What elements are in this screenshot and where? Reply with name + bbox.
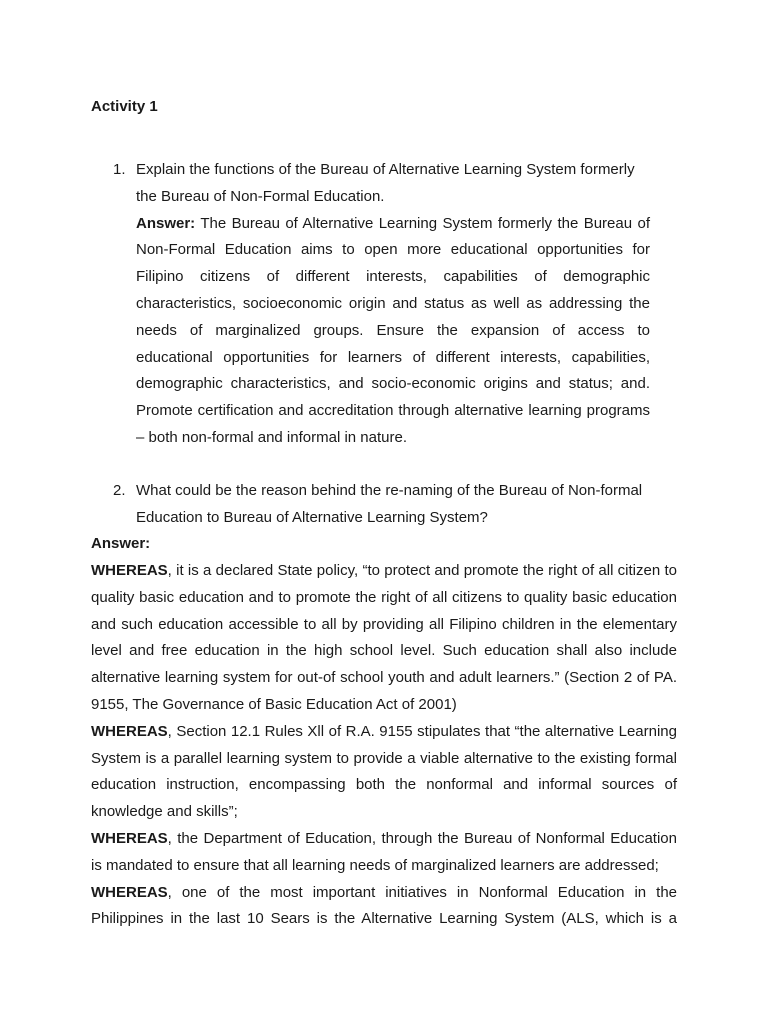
whereas-keyword: WHEREAS [91, 883, 168, 901]
answer-1-paragraph [136, 211, 650, 452]
question-1-text: Explain the functions of the Bureau of Alternative Learning System formerly the Bureau of Non-Formal Education. [136, 161, 635, 205]
question-1-number: 1. [113, 161, 126, 178]
question-2-text: What could be the reason behind the re-naming of the Bureau of Non-formal Education to Bureau of Alternative Learning System? [136, 482, 643, 526]
whereas-text: , the Department of Education, through the Bureau of Nonformal Education is mandated to ensure that all learning needs of marginalized learners are addressed; [91, 829, 677, 874]
question-1-block [136, 157, 650, 452]
whereas-text: , it is a declared State policy, “to protect and promote the right of all citizen to quality basic education and to promote the right of all citizens to quality basic education and such education accessible to all by providing all Filipino children in the elementary level and free education in the high school level. Such education shall also include alternative learning system for out-of school youth and adult learners.” (Section 2 of PA. 9155, The Governance of Basic Education Act of 2001) [91, 562, 677, 713]
question-2-block [136, 478, 650, 532]
whereas-paragraph [91, 880, 677, 934]
answer-1-text: The Bureau of Alternative Learning System formerly the Bureau of Non-Formal Education aims to open more educational opportunities for Filipino citizens of different interests, capabilities of demographic characteristics, socioeconomic origin and status as well as addressing the needs of marginalized groups. Ensure the expansion of access to educational opportunities for learners of different interests, capabilities, demographic characteristics, and socio-economic origins and status; and. Promote certification and accreditation through alternative learning programs – both non-formal and informal in nature. [136, 214, 650, 446]
answer-1-label: Answer: [136, 214, 196, 232]
whereas-paragraph [91, 826, 677, 880]
whereas-keyword: WHEREAS [91, 829, 168, 847]
whereas-text: , one of the most important initiatives in Nonformal Education in the Philippines in the last 10 Sears is the Alternative Learning System (ALS, which is a [91, 883, 677, 928]
answer-2-body [91, 558, 677, 933]
whereas-keyword: WHEREAS [91, 562, 168, 579]
whereas-paragraph [91, 558, 677, 719]
question-2-number: 2. [113, 482, 126, 499]
answer-2-label: Answer: [91, 535, 151, 552]
whereas-paragraph [91, 719, 677, 826]
whereas-text: , Section 12.1 Rules Xll of R.A. 9155 stipulates that “the alternative Learning System is a parallel learning system to provide a viable alternative to the existing formal education instruction, encompassing both the nonformal and informal sources of knowledge and skills”; [91, 722, 677, 821]
answer-2-label-block [91, 531, 677, 558]
whereas-keyword: WHEREAS [91, 722, 168, 740]
activity-title: Activity 1 [91, 98, 158, 115]
